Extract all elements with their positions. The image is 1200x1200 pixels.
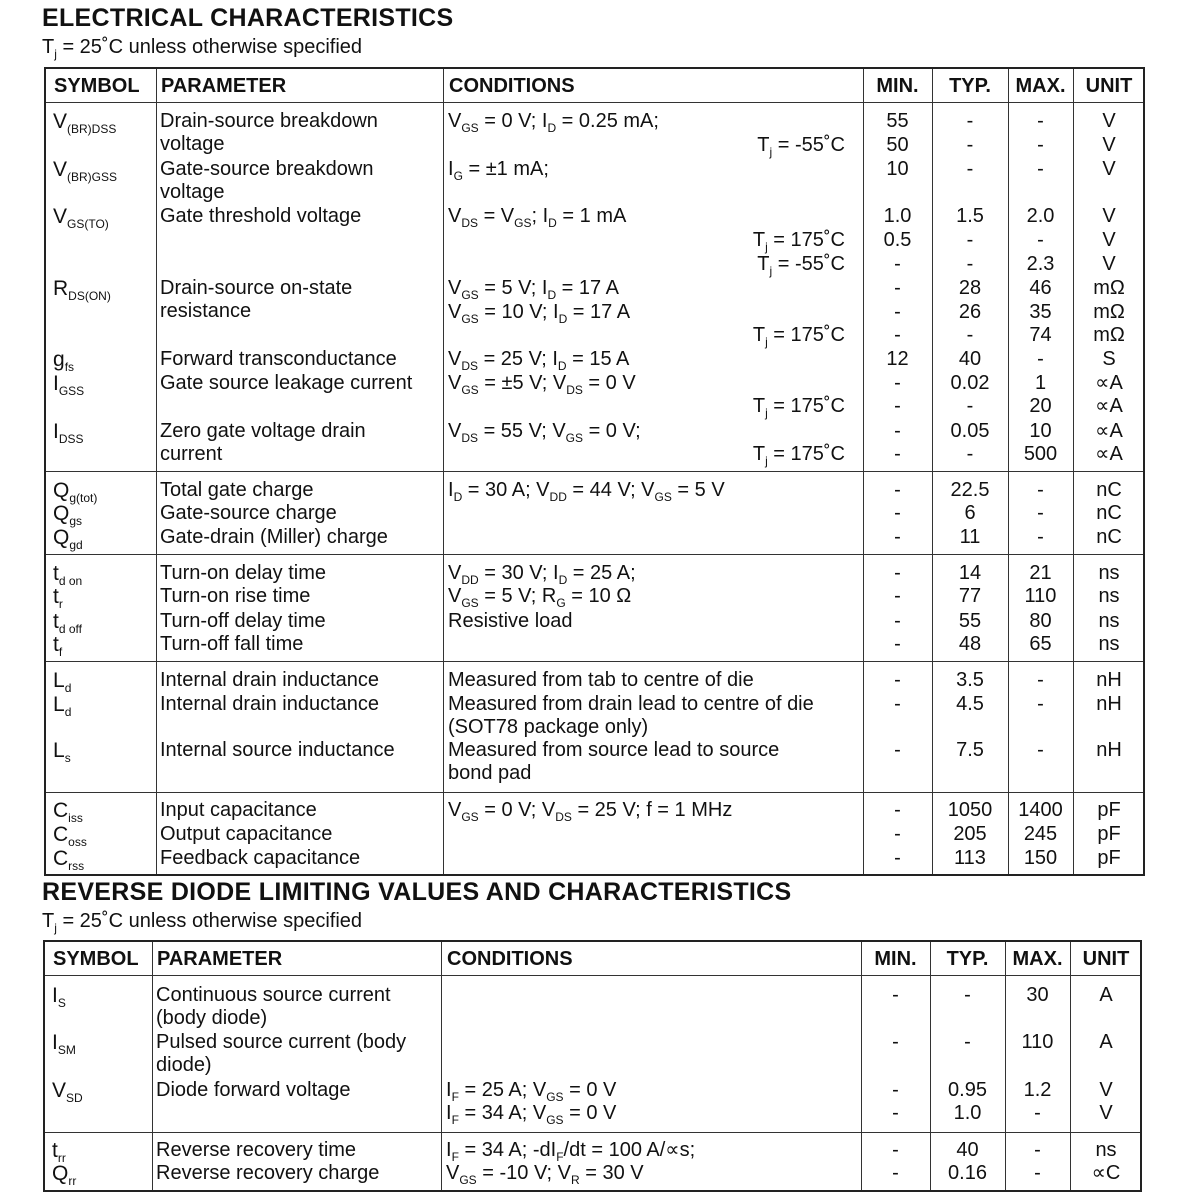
conditions-text: $V_{GS} = 0$ V; $I_D = 0.25$ mA;	[448, 110, 659, 135]
symbol-cell	[52, 1031, 76, 1062]
min-value: -	[894, 693, 901, 715]
symbol-letter: I	[52, 1031, 58, 1054]
typ-value: -	[966, 395, 974, 417]
typ-value: -	[964, 1031, 971, 1053]
typ-value: -	[966, 443, 974, 465]
column-header-unit: UNIT	[1082, 948, 1130, 970]
symbol-letter: I	[52, 984, 58, 1007]
electrical-subtitle: $T_j$ = 25˚C unless otherwise specified	[42, 36, 363, 61]
symbol-subscript: S	[57, 996, 66, 1010]
row-group-divider	[46, 102, 1143, 103]
unit-value: V	[1102, 205, 1116, 227]
parameter-text: Forward transconductance	[160, 348, 397, 370]
symbol-cell	[53, 205, 109, 236]
unit-value: pF	[1097, 847, 1121, 869]
min-value: 10	[886, 158, 909, 180]
typ-value: 1050	[947, 799, 993, 821]
typ-value: 6	[964, 502, 976, 524]
electrical-subtitle-text: = 25˚C unless otherwise specified	[56, 36, 363, 58]
unit-value: ∝A	[1095, 395, 1123, 417]
column-header-max: MAX.	[1015, 75, 1066, 97]
max-value: 35	[1029, 301, 1052, 323]
typ-value: -	[966, 134, 974, 156]
unit-value: V	[1099, 1102, 1113, 1124]
typ-value: 3.5	[956, 669, 984, 691]
parameter-text: Gate-source charge	[160, 502, 337, 524]
parameter-text: Internal source inductance	[160, 739, 395, 761]
unit-value: mΩ	[1093, 301, 1125, 323]
conditions-text: $V_{DD} = 30$ V; $I_D = 25$ A;	[448, 562, 636, 587]
symbol-cell	[53, 372, 84, 403]
symbol-subscript: g(tot)	[69, 491, 98, 505]
symbol-letter: Q	[53, 479, 70, 502]
min-value: 50	[886, 134, 909, 156]
max-value: -	[1034, 1162, 1041, 1184]
unit-value: nC	[1096, 526, 1122, 548]
typ-value: 48	[958, 633, 982, 655]
min-value: -	[894, 253, 901, 275]
max-value: 20	[1029, 395, 1052, 417]
max-value: 74	[1029, 324, 1052, 346]
symbol-subscript: gs	[69, 514, 83, 528]
reverse-diode-subtitle: $T_j$ = 25˚C unless otherwise specified	[42, 910, 363, 935]
conditions-text: $I_F = 25$ A; $V_{GS} = 0$ V	[446, 1079, 617, 1104]
max-value: -	[1037, 669, 1044, 691]
conditions-text: Measured from source lead to source bond pad	[448, 739, 780, 784]
min-value: -	[894, 324, 901, 346]
parameter-text: Reverse recovery time	[156, 1139, 357, 1161]
parameter-text: Zero gate voltage drain	[160, 420, 366, 442]
conditions-text: $I_D = 30$ A; $V_{DD} = 44$ V; $V_{GS} = 5$ V	[448, 479, 725, 504]
typ-value: 11	[959, 526, 981, 548]
symbol-cell	[52, 1079, 83, 1110]
column-header-symbol: SYMBOL	[54, 75, 140, 97]
row-group-divider	[45, 1132, 1140, 1133]
column-header-max: MAX.	[1012, 948, 1063, 970]
symbol-subscript: rr	[57, 1151, 66, 1165]
parameter-text: Internal drain inductance	[160, 693, 380, 715]
min-value: 0.5	[883, 229, 912, 251]
parameter-text: Gate-drain (Miller) charge	[160, 526, 388, 548]
min-value: -	[894, 443, 901, 465]
unit-value: ∝A	[1095, 420, 1123, 442]
temperature-condition: $T_j$ = -55˚C	[757, 134, 845, 159]
symbol-cell	[52, 984, 66, 1015]
symbol-letter: L	[53, 739, 65, 762]
typ-value: 40	[956, 1139, 979, 1161]
symbol-subscript: d	[64, 681, 72, 695]
symbol-letter: t	[53, 585, 59, 608]
symbol-subscript: DS(ON)	[68, 289, 111, 303]
symbol-letter: C	[53, 799, 69, 822]
max-value: 46	[1029, 277, 1052, 299]
typ-value: 0.16	[948, 1162, 987, 1184]
parameter-text: Drain-source breakdown	[160, 110, 378, 132]
symbol-subscript: rr	[68, 1174, 77, 1188]
max-value: 80	[1029, 610, 1052, 632]
temperature-condition: $T_j$ = 175˚C	[752, 395, 845, 420]
symbol-letter: Q	[52, 1162, 69, 1185]
unit-value: A	[1099, 984, 1113, 1006]
typ-value: -	[966, 158, 974, 180]
conditions-text: $V_{GS} = 5$ V; $I_D = 17$ A	[448, 277, 619, 302]
symbol-subscript: s	[64, 751, 71, 765]
symbol-letter: V	[53, 110, 68, 133]
min-value: -	[894, 823, 901, 845]
unit-value: ns	[1098, 633, 1120, 655]
symbol-subscript: DSS	[58, 432, 84, 446]
row-group-divider	[46, 554, 1143, 555]
max-value: 2.0	[1026, 205, 1055, 227]
parameter-text: Total gate charge	[160, 479, 314, 501]
unit-value: ns	[1098, 562, 1120, 584]
symbol-letter: t	[52, 1139, 58, 1162]
unit-value: ∝A	[1095, 372, 1123, 394]
symbol-subscript: (BR)DSS	[67, 122, 117, 136]
parameter-text: Output capacitance	[160, 823, 333, 845]
typ-value: 205	[953, 823, 987, 845]
unit-value: mΩ	[1093, 324, 1125, 346]
conditions-text: $V_{GS} = \pm 5$ V; $V_{DS} = 0$ V	[448, 372, 636, 397]
symbol-cell	[53, 110, 116, 141]
max-value: 21	[1029, 562, 1052, 584]
reverse-subtitle-text: = 25˚C unless otherwise specified	[56, 910, 363, 932]
symbol-letter: V	[53, 158, 68, 181]
max-value: 150	[1023, 847, 1058, 869]
symbol-letter: t	[53, 610, 59, 633]
min-value: 55	[886, 110, 909, 132]
symbol-cell	[53, 739, 71, 770]
min-value: -	[894, 562, 901, 584]
min-value: -	[894, 610, 901, 632]
parameter-text: (body diode)	[156, 1007, 268, 1029]
parameter-text: Internal drain inductance	[160, 669, 380, 691]
unit-value: V	[1102, 229, 1116, 251]
typ-value: 0.05	[950, 420, 990, 442]
min-value: -	[892, 1031, 899, 1053]
temperature-condition: $T_j$ = 175˚C	[752, 229, 845, 254]
typ-value: 55	[958, 610, 982, 632]
symbol-cell	[53, 693, 71, 724]
row-group-divider	[45, 975, 1140, 976]
symbol-letter: Q	[53, 526, 70, 549]
conditions-text: $V_{DS} = 55$ V; $V_{GS} = 0$ V;	[448, 420, 641, 445]
unit-value: A	[1099, 1031, 1113, 1053]
max-value: -	[1034, 1102, 1041, 1124]
typ-value: 40	[958, 348, 982, 370]
parameter-text: Input capacitance	[160, 799, 317, 821]
typ-value: 113	[954, 847, 986, 869]
max-value: -	[1037, 526, 1044, 548]
conditions-text: Measured from tab to centre of die	[448, 669, 754, 691]
min-value: -	[892, 984, 899, 1006]
unit-value: ns	[1098, 610, 1120, 632]
unit-value: nH	[1096, 739, 1122, 761]
max-value: 1.2	[1023, 1079, 1052, 1101]
typ-value: 0.02	[950, 372, 990, 394]
typ-value: 7.5	[956, 739, 984, 761]
column-header-parameter: PARAMETER	[157, 948, 283, 970]
max-value: 10	[1029, 420, 1052, 442]
parameter-text: Turn-on rise time	[160, 585, 311, 607]
unit-value: V	[1102, 110, 1116, 132]
unit-value: nH	[1096, 669, 1122, 691]
typ-value: 26	[958, 301, 982, 323]
symbol-subscript: r	[58, 597, 63, 611]
typ-value: 22.5	[950, 479, 990, 501]
symbol-letter: C	[53, 823, 69, 846]
column-divider	[152, 942, 153, 1190]
min-value: -	[894, 372, 901, 394]
max-value: 245	[1023, 823, 1058, 845]
max-value: -	[1037, 134, 1044, 156]
parameter-text: current	[160, 443, 223, 465]
symbol-subscript: SM	[57, 1043, 76, 1057]
max-value: -	[1034, 1139, 1041, 1161]
parameter-text: Gate source leakage current	[160, 372, 413, 394]
symbol-subscript: fs	[64, 360, 75, 374]
parameter-text: voltage	[160, 181, 225, 203]
max-value: 110	[1024, 585, 1057, 607]
parameter-text: voltage	[160, 133, 225, 155]
symbol-cell	[53, 633, 62, 664]
column-header-unit: UNIT	[1085, 75, 1133, 97]
conditions-text: $I_F = 34$ A; $V_{GS} = 0$ V	[446, 1102, 617, 1127]
min-value: -	[894, 301, 901, 323]
unit-value: pF	[1097, 799, 1121, 821]
symbol-subscript: iss	[68, 811, 83, 825]
unit-value: ns	[1098, 585, 1120, 607]
symbol-subscript: gd	[69, 538, 83, 552]
min-value: -	[892, 1079, 899, 1101]
column-header-symbol: SYMBOL	[53, 948, 139, 970]
max-value: -	[1037, 348, 1044, 370]
symbol-subscript: f	[58, 645, 63, 659]
conditions-text: Measured from drain lead to centre of die (SOT78 package only)	[448, 693, 814, 738]
symbol-letter: g	[53, 348, 65, 371]
max-value: -	[1037, 229, 1044, 251]
max-value: 500	[1023, 443, 1058, 465]
min-value: -	[892, 1102, 899, 1124]
column-header-min: MIN.	[874, 948, 917, 970]
typ-value: 0.95	[948, 1079, 987, 1101]
max-value: 65	[1029, 633, 1052, 655]
unit-value: V	[1102, 158, 1116, 180]
conditions-text: $I_F = 34$ A; $-dI_F/dt = 100$ A/∝s;	[446, 1139, 696, 1164]
min-value: -	[892, 1139, 899, 1161]
unit-value: S	[1102, 348, 1116, 370]
max-value: -	[1037, 110, 1044, 132]
min-value: -	[894, 585, 901, 607]
typ-value: 4.5	[956, 693, 984, 715]
symbol-letter: C	[53, 847, 69, 870]
column-header-min: MIN.	[876, 75, 919, 97]
column-header-conditions: CONDITIONS	[449, 75, 575, 97]
electrical-characteristics-table	[44, 67, 1145, 876]
unit-value: V	[1099, 1079, 1113, 1101]
max-value: 1	[1034, 372, 1047, 394]
conditions-text: $I_G = \pm 1$ mA;	[448, 158, 549, 183]
min-value: -	[892, 1162, 899, 1184]
symbol-subscript: (BR)GSS	[67, 170, 118, 184]
symbol-letter: L	[53, 669, 65, 692]
conditions-text: $V_{GS} = 0$ V; $V_{DS} = 25$ V; f = 1 MHz	[448, 799, 733, 824]
electrical-characteristics-title: ELECTRICAL CHARACTERISTICS	[42, 4, 454, 32]
column-header-typ: TYP.	[946, 948, 989, 970]
column-header-conditions: CONDITIONS	[447, 948, 573, 970]
parameter-text: Gate threshold voltage	[160, 205, 362, 227]
typ-value: -	[964, 984, 971, 1006]
parameter-text: Feedback capacitance	[160, 847, 361, 869]
max-value: 30	[1026, 984, 1049, 1006]
parameter-text: diode)	[156, 1054, 212, 1076]
unit-value: V	[1102, 134, 1116, 156]
symbol-letter: Q	[53, 502, 70, 525]
symbol-cell	[53, 158, 117, 189]
symbol-cell	[53, 420, 84, 451]
temperature-condition: $T_j$ = 175˚C	[752, 324, 845, 349]
unit-value: nH	[1096, 693, 1122, 715]
symbol-subscript: oss	[68, 835, 87, 849]
typ-value: 77	[958, 585, 982, 607]
symbol-letter: I	[53, 372, 59, 395]
temperature-condition: $T_j$ = -55˚C	[757, 253, 845, 278]
unit-value: mΩ	[1093, 277, 1125, 299]
conditions-text: $V_{GS} = 5$ V; $R_G = 10$ Ω	[448, 585, 632, 610]
parameter-text: Pulsed source current (body	[156, 1031, 407, 1053]
typ-value: 14	[958, 562, 982, 584]
typ-value: -	[966, 110, 974, 132]
unit-value: ∝C	[1091, 1162, 1121, 1184]
symbol-letter: t	[53, 562, 59, 585]
parameter-text: resistance	[160, 300, 252, 322]
typ-value: 1.5	[956, 205, 984, 227]
symbol-letter: I	[53, 420, 59, 443]
parameter-text: Reverse recovery charge	[156, 1162, 380, 1184]
row-group-divider	[46, 792, 1143, 793]
conditions-text: Resistive load	[448, 610, 573, 632]
unit-value: ∝A	[1095, 443, 1123, 465]
max-value: 1400	[1018, 799, 1063, 821]
max-value: 110	[1021, 1031, 1054, 1053]
symbol-letter: R	[53, 277, 69, 300]
min-value: 12	[886, 348, 909, 370]
row-group-divider	[46, 661, 1143, 662]
conditions-text: $V_{DS} = V_{GS}$; $I_D = 1$ mA	[448, 205, 627, 230]
symbol-subscript: SD	[66, 1091, 83, 1105]
max-value: -	[1037, 502, 1044, 524]
temperature-condition: $T_j$ = 175˚C	[752, 443, 845, 468]
min-value: -	[894, 502, 901, 524]
symbol-subscript: GSS	[58, 384, 85, 398]
column-divider	[441, 942, 442, 1190]
min-value: -	[894, 395, 901, 417]
symbol-cell	[53, 847, 84, 878]
symbol-letter: L	[53, 693, 65, 716]
min-value: 1.0	[883, 205, 912, 227]
symbol-subscript: d on	[58, 574, 83, 588]
unit-value: nC	[1096, 502, 1122, 524]
conditions-text: $V_{GS} = 10$ V; $I_D = 17$ A	[448, 301, 631, 326]
min-value: -	[894, 277, 901, 299]
parameter-text: Turn-off fall time	[160, 633, 304, 655]
symbol-letter: V	[52, 1079, 67, 1102]
typ-value: 28	[958, 277, 982, 299]
typ-value: -	[966, 229, 974, 251]
symbol-letter: t	[53, 633, 59, 656]
max-value: -	[1037, 739, 1044, 761]
reverse-diode-title: REVERSE DIODE LIMITING VALUES AND CHARACTERISTICS	[42, 878, 792, 906]
min-value: -	[894, 633, 901, 655]
min-value: -	[894, 739, 901, 761]
min-value: -	[894, 479, 901, 501]
max-value: -	[1037, 479, 1044, 501]
max-value: 2.3	[1026, 253, 1055, 275]
symbol-letter: V	[53, 205, 68, 228]
conditions-text: $V_{GS} = -10$ V; $V_R = 30$ V	[446, 1162, 644, 1187]
unit-value: nC	[1096, 479, 1122, 501]
parameter-text: Gate-source breakdown	[160, 158, 374, 180]
min-value: -	[894, 669, 901, 691]
symbol-cell	[53, 526, 83, 557]
max-value: -	[1037, 693, 1044, 715]
max-value: -	[1037, 158, 1044, 180]
column-header-typ: TYP.	[949, 75, 991, 97]
min-value: -	[894, 420, 901, 442]
parameter-text: Turn-off delay time	[160, 610, 326, 632]
typ-value: -	[966, 253, 974, 275]
typ-value: -	[966, 324, 974, 346]
min-value: -	[894, 526, 901, 548]
reverse-diode-table	[43, 940, 1142, 1192]
symbol-subscript: d	[64, 705, 72, 719]
min-value: -	[894, 799, 901, 821]
symbol-cell	[52, 1162, 76, 1193]
symbol-subscript: GS(TO)	[67, 217, 109, 231]
conditions-text: $V_{DS} = 25$ V; $I_D = 15$ A	[448, 348, 630, 373]
unit-value: V	[1102, 253, 1116, 275]
symbol-subscript: rss	[68, 859, 85, 873]
column-header-parameter: PARAMETER	[161, 75, 287, 97]
parameter-text: Drain-source on-state	[160, 277, 353, 299]
parameter-text: Turn-on delay time	[160, 562, 326, 584]
unit-value: ns	[1095, 1139, 1117, 1161]
min-value: -	[894, 847, 901, 869]
unit-value: pF	[1097, 823, 1121, 845]
symbol-subscript: d off	[58, 622, 82, 636]
parameter-text: Diode forward voltage	[156, 1079, 351, 1101]
symbol-cell	[53, 277, 111, 308]
parameter-text: Continuous source current	[156, 984, 391, 1006]
typ-value: 1.0	[953, 1102, 982, 1124]
